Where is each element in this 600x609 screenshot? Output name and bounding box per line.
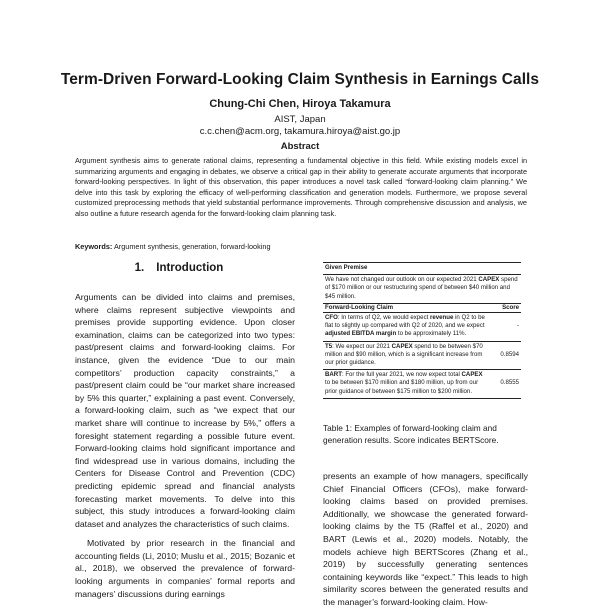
- claim-source: CFO: [325, 314, 338, 322]
- score-cell: -: [516, 322, 519, 330]
- claim-source: BART: [325, 371, 342, 379]
- claim-term: CAPEX: [461, 371, 483, 379]
- section-title: Introduction: [156, 262, 224, 274]
- claim-post: to be approximately 11%.: [396, 330, 467, 338]
- keywords-list: Argument synthesis, generation, forward-looking: [113, 242, 271, 251]
- claim-term-2: adjusted EBITDA margin: [325, 330, 397, 338]
- given-premise-term: CAPEX: [478, 276, 500, 284]
- given-premise-post: spend of $170 million or our restructuring spend of between $40 million and $45 million.: [325, 276, 518, 300]
- given-premise-text: [323, 275, 521, 304]
- keywords: [75, 242, 527, 252]
- claim-pre: : For the full year 2021, we now expect total: [341, 371, 462, 379]
- table-row: [323, 370, 521, 399]
- table-row: [323, 341, 521, 370]
- claim-mid: in Q2 to be flat to slightly up compared with Q2 of 2020, and we expect: [325, 314, 485, 330]
- score-cell: 0.8555: [500, 379, 519, 387]
- column-header-claim: Forward-Looking Claim: [325, 303, 394, 311]
- paper-title: Term-Driven Forward-Looking Claim Synthesis in Earnings Calls: [60, 71, 540, 88]
- column-header-score: Score: [502, 303, 519, 311]
- claim-term: CAPEX: [391, 342, 413, 350]
- given-premise-pre: We have not changed our outlook on our expected 2021: [325, 276, 479, 284]
- right-paragraph: presents an example of how managers, specifically Chief Financial Officers (CFOs), make forward-looking claims based on provided premises. Additionally, we showcase the generated forward-looking claims by the T5 (Raffel et al., 2020) and BART (Lewis et al., 2020) models. Notably, the models achieve high BERTScores (Zhang et al., 2019) by successfully generating sentences containing keywords like “expect.” This leads to high similarity scores between the generated results and the manager’s forward-looking claim. How-: [323, 471, 528, 607]
- intro-paragraph-1: Arguments can be divided into claims and premises, where claims represent subjective viewpoints and premises provide supporting evidence. Upon closer examination, claims can be categorized into two types: past/present claims and forward-looking claims. For instance, given the evidence “Due to our main competitors’ production capacity constraints,” a past/present claim could be “our market share increased by 5% this quarter,” explaining a past event. Conversely, a forward-looking claim, such as “we expect that our market share will continue to increase by 5%,” offers a foresight statement regarding a possible future event. Forward-looking claims hold significant importance and find widespread use in various domains, including the Centers for Disease Control and Prevention (CDC) predicting epidemic spread and financial analysts forecasting market movements. To delve into this subject, this study introduces a forward-looking claim dataset and analyzes the characteristics of such claims.: [75, 292, 295, 529]
- abstract-text: Argument synthesis aims to generate rational claims, representing a fundamental objective in this field. While existing models excel in summarizing arguments and engaging in debates, we observe a critical gap in their ability to generate accurate arguments that incorporate forward-looking perspectives. In light of this observation, this paper introduces a novel task called “forward-looking claim planning.” We delve into this task by exploring the efficacy of well-performing classification and generation models. Furthermore, we propose several customized preprocessing methods that yield substantial performance improvements. Through comprehensive discussion and analysis, we also outline a future research agenda for the forward-looking claim planning task.: [75, 156, 527, 218]
- author-affiliation: AIST, Japan: [274, 114, 326, 125]
- given-premise-header: Given Premise: [325, 264, 368, 271]
- section-heading-introduction: [75, 262, 295, 274]
- right-column-body: [323, 470, 528, 609]
- author-emails: c.c.chen@acm.org, takamura.hiroya@aist.go.jp: [199, 126, 401, 137]
- claim-cell: [323, 313, 491, 342]
- claim-mid: spend to be between $70 million and $90 million, which is a significant increase from our prior guidance.: [325, 342, 483, 367]
- section-number: 1.: [134, 262, 145, 274]
- score-cell: 0.8594: [500, 350, 519, 358]
- claim-cell: [323, 370, 491, 399]
- keywords-label: Keywords:: [75, 242, 113, 251]
- claim-mid: to be between $170 million and $180 million, up from our prior guidance of between $175 million to $200 million.: [325, 379, 479, 395]
- author-names: Chung-Chi Chen, Hiroya Takamura: [209, 98, 391, 110]
- claim-source: T5: [325, 342, 333, 350]
- example-table: [323, 262, 521, 399]
- left-column-body: [75, 291, 295, 607]
- claim-pre: : We expect our 2021: [332, 342, 392, 350]
- abstract-heading: Abstract: [280, 141, 320, 152]
- intro-paragraph-2: Motivated by prior research in the financial and accounting fields (Li, 2010; Muslu et al., 2015; Bozanic et al., 2018), we observed the prevalence of forward-looking arguments in companies’ formal reports and managers’ discussions during earnings: [75, 538, 295, 599]
- claim-cell: [323, 341, 491, 370]
- table-caption: Table 1: Examples of forward-looking claim and generation results. Score indicates BERTScore.: [323, 423, 499, 445]
- claim-pre: : In terms of Q2, we would expect: [337, 314, 430, 322]
- table-row: [323, 313, 521, 342]
- claim-term: revenue: [430, 314, 454, 322]
